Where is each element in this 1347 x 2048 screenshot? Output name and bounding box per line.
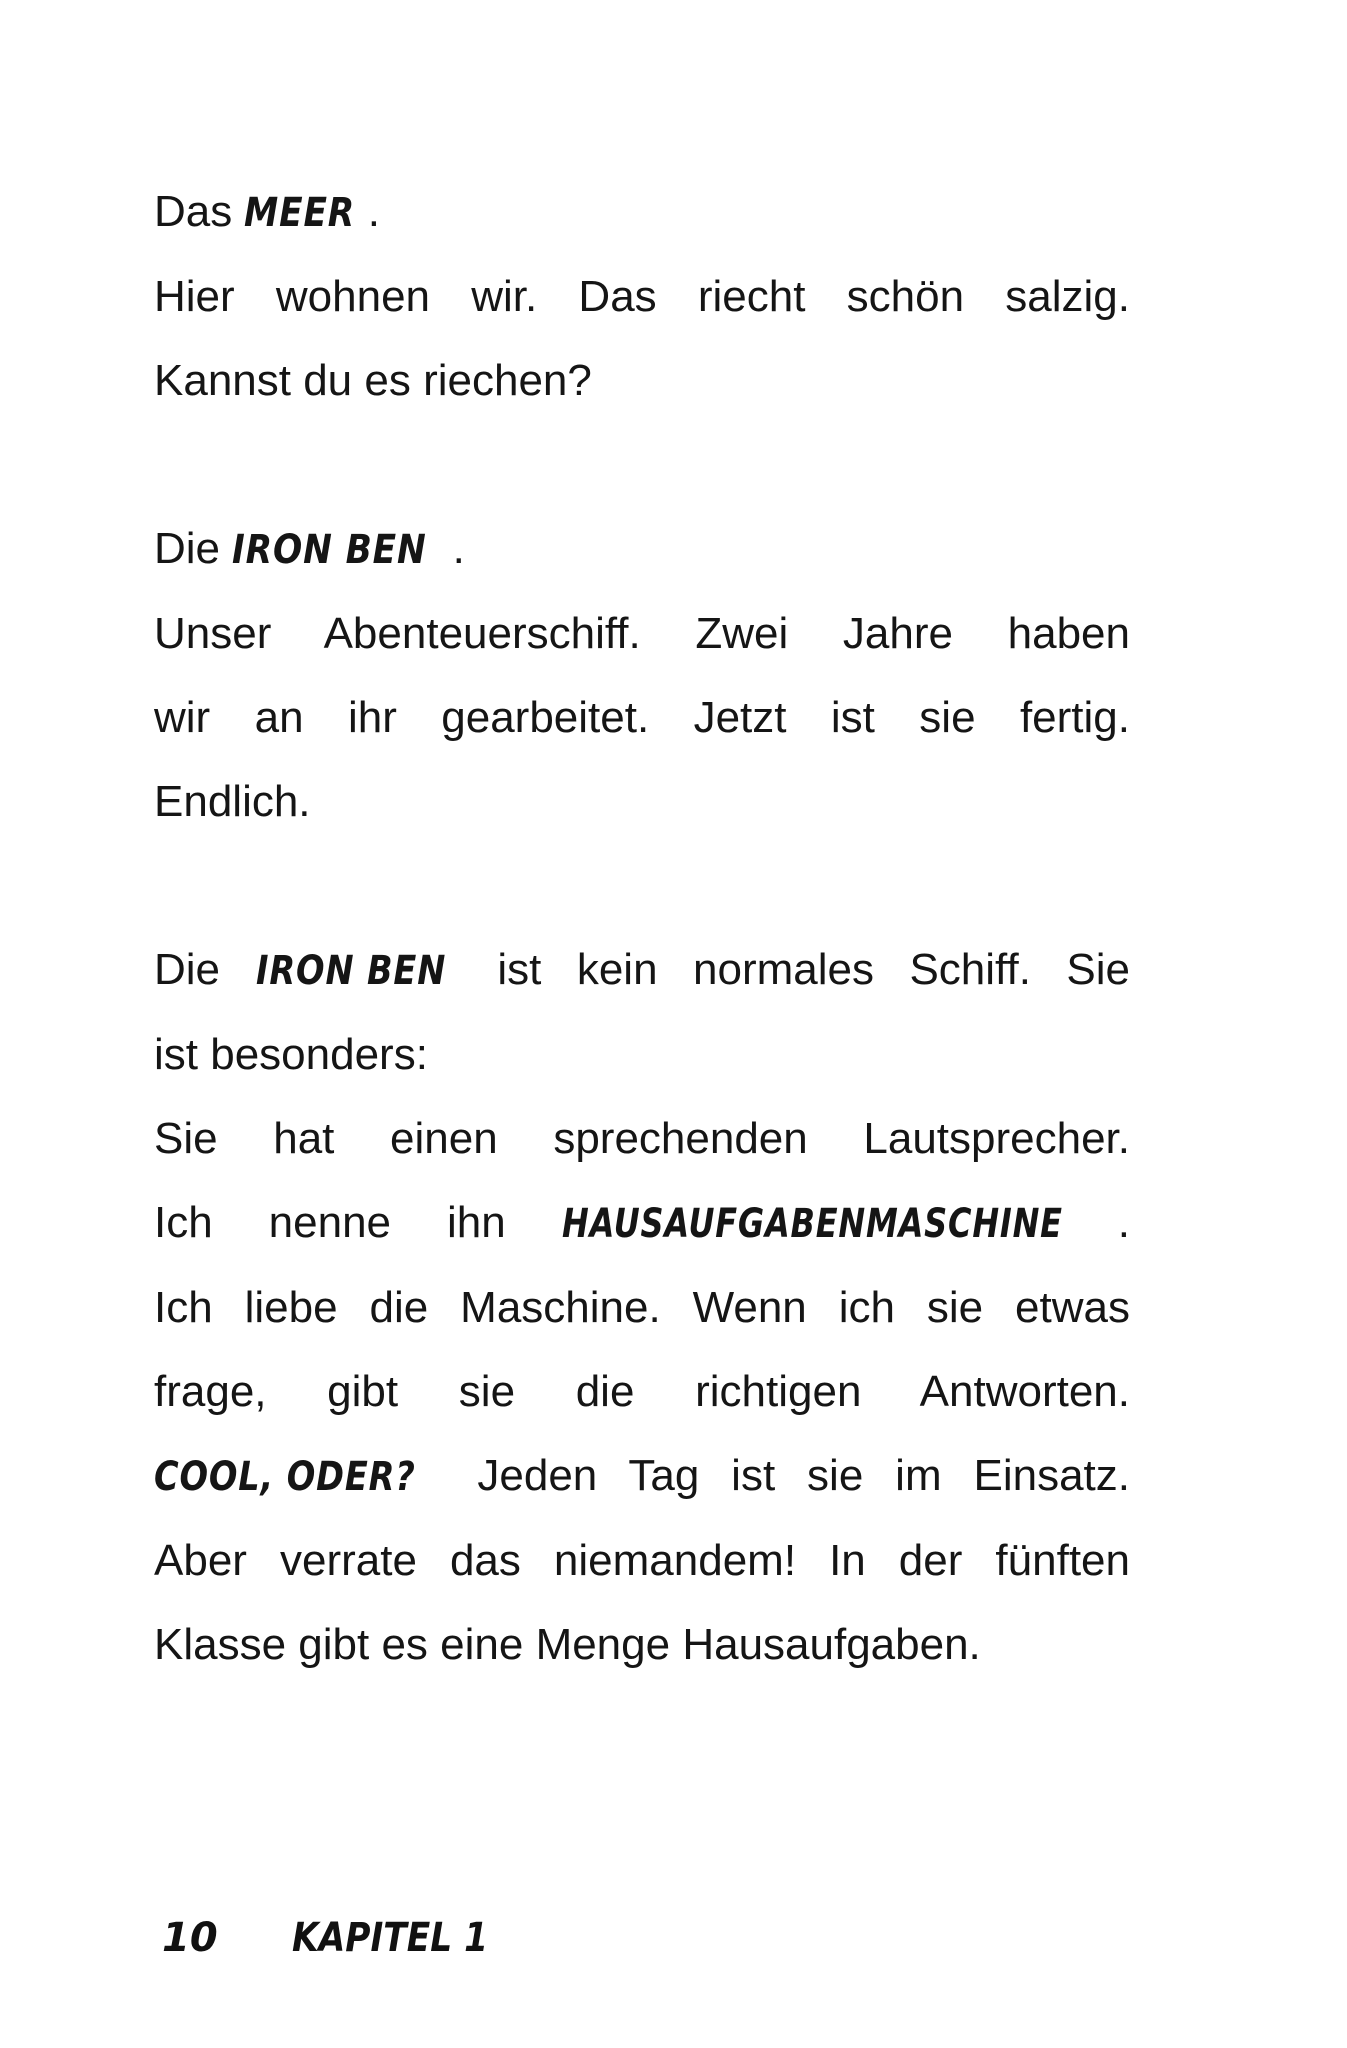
text-run: Das [154,187,245,236]
text-line [154,1434,1130,1519]
text-line: Unser Abenteuerschiff. Zwei Jahre haben [154,609,1130,658]
text-line: Ich liebe die Maschine. Wenn ich sie etwas [154,1283,1130,1332]
text-line [154,507,1130,592]
text-run: . [452,524,465,573]
emphasis-word: HAUSAUFGABENMASCHINE [561,1201,1063,1247]
text-run: Jeden Tag ist sie im Einsatz. [445,1451,1130,1500]
chapter-label: KAPITEL 1 [292,1915,489,1961]
text-line: Klasse gibt es eine Menge Hausaufgaben. [154,1620,981,1669]
text-line: Kannst du es riechen? [154,356,592,405]
paragraph-1 [154,170,1130,423]
text-line [154,170,1130,255]
emphasis-word: COOL, ODER? [154,1454,416,1500]
text-line: Sie hat einen sprechenden Lautsprecher. [154,1114,1130,1163]
paragraph-2 [154,507,1130,844]
text-run: . [1117,1198,1130,1247]
text-line: Hier wohnen wir. Das riecht schön salzig. [154,272,1130,321]
text-run: ist kein normales Schiff. Sie [461,945,1130,994]
text-line: Endlich. [154,777,311,826]
text-line: wir an ihr gearbeitet. Jetzt ist sie fertig. [154,693,1130,742]
paragraph-3 [154,928,1130,1687]
body-text [154,170,1130,1771]
text-run: Die [154,945,256,994]
text-run: Ich nenne ihn [154,1198,562,1247]
text-line: frage, gibt sie die richtigen Antworten. [154,1367,1130,1416]
page-footer [162,1915,520,1961]
emphasis-word: IRON BEN [255,948,446,994]
page-number: 10 [162,1915,218,1961]
text-run: . [367,187,380,236]
text-line: ist besonders: [154,1030,428,1079]
text-line [154,1181,1130,1266]
text-run: Die [154,524,233,573]
emphasis-word: IRON BEN [232,527,427,573]
emphasis-word: MEER [244,190,356,236]
text-line [154,928,1130,1013]
text-line: Aber verrate das niemandem! In der fünften [154,1536,1130,1585]
